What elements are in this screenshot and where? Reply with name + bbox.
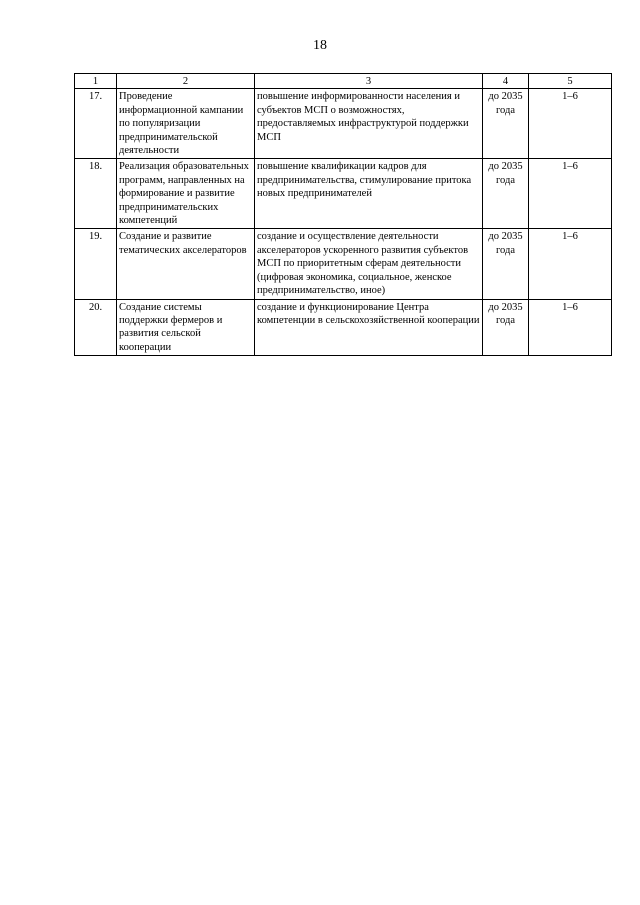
measure-term: до 2035 года (483, 159, 529, 229)
table-row (75, 299, 612, 356)
measure-goals: 1–6 (529, 89, 612, 159)
measure-name: Реализация образовательных программ, направленных на формирование и развитие предпринимательских компетенций (117, 159, 255, 229)
table-row (75, 229, 612, 299)
measure-name: Создание системы поддержки фермеров и развития сельской кооперации (117, 299, 255, 356)
measure-goals: 1–6 (529, 299, 612, 356)
column-header-5: 5 (529, 74, 612, 89)
row-number: 18. (75, 159, 117, 229)
table-row (75, 159, 612, 229)
measures-table (74, 73, 612, 356)
measure-name: Создание и развитие тематических акселераторов (117, 229, 255, 299)
column-header-4: 4 (483, 74, 529, 89)
measure-term: до 2035 года (483, 299, 529, 356)
measure-description: повышение квалификации кадров для предпринимательства, стимулирование притока новых предпринимателей (255, 159, 483, 229)
column-header-1: 1 (75, 74, 117, 89)
measure-description: создание и осуществление деятельности акселераторов ускоренного развития субъектов МСП по приоритетным сферам деятельности (цифровая экономика, социальное, женское предпринимательство, иное) (255, 229, 483, 299)
measure-description: создание и функционирование Центра компетенции в сельскохозяйственной кооперации (255, 299, 483, 356)
row-number: 17. (75, 89, 117, 159)
column-header-3: 3 (255, 74, 483, 89)
row-number: 20. (75, 299, 117, 356)
measure-goals: 1–6 (529, 229, 612, 299)
table-header-row (75, 74, 612, 89)
page-number: 18 (313, 38, 327, 53)
row-number: 19. (75, 229, 117, 299)
measure-name: Проведение информационной кампании по популяризации предпринимательской деятельности (117, 89, 255, 159)
measure-term: до 2035 года (483, 229, 529, 299)
measure-goals: 1–6 (529, 159, 612, 229)
table-row (75, 89, 612, 159)
column-header-2: 2 (117, 74, 255, 89)
measure-term: до 2035 года (483, 89, 529, 159)
measure-description: повышение информированности населения и субъектов МСП о возможностях, предоставляемых инфраструктурой поддержки МСП (255, 89, 483, 159)
